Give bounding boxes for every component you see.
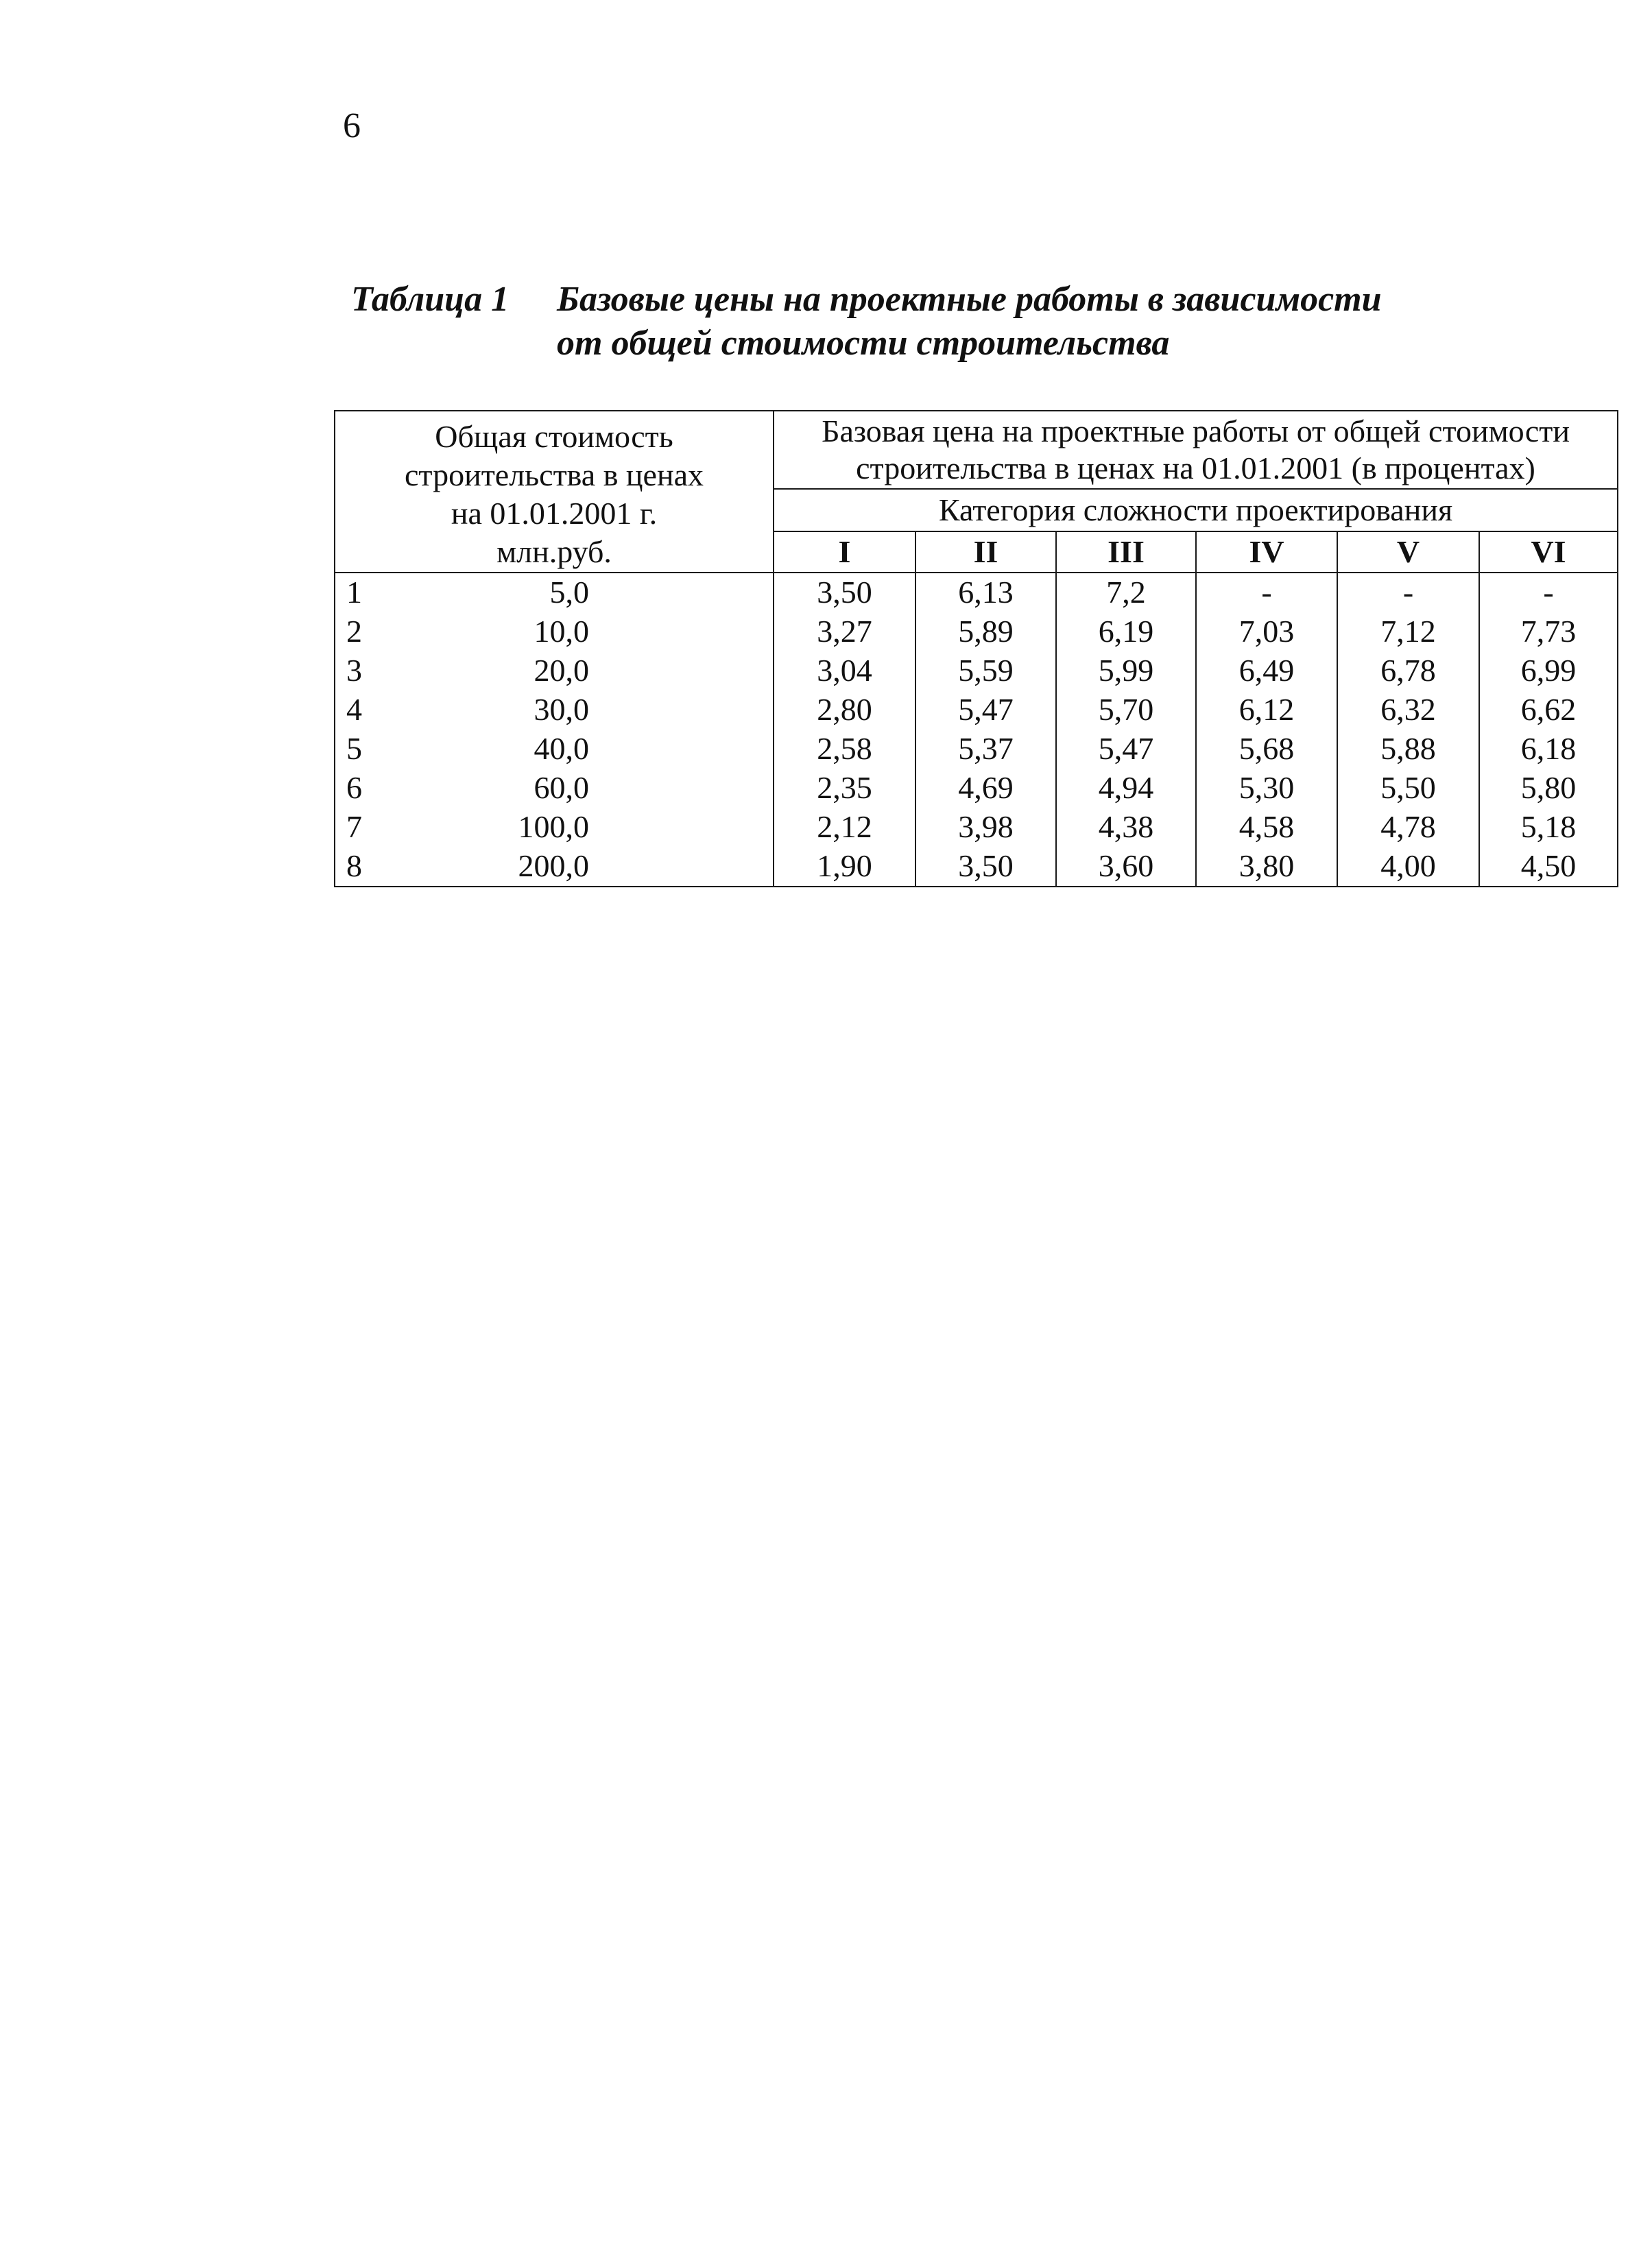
row-total-cost: 40,0 [384, 730, 774, 769]
price-cell: 3,27 [774, 612, 915, 651]
price-cell: 2,12 [774, 808, 915, 847]
row-number: 7 [335, 808, 384, 847]
price-cell: 2,35 [774, 769, 915, 808]
price-cell: 4,38 [1056, 808, 1196, 847]
row-total-cost: 5,0 [384, 573, 774, 612]
header-category-2: II [915, 531, 1056, 573]
price-cell: 2,80 [774, 690, 915, 730]
row-total-cost: 60,0 [384, 769, 774, 808]
price-cell: 6,32 [1337, 690, 1479, 730]
row-number: 2 [335, 612, 384, 651]
price-cell: 5,99 [1056, 651, 1196, 690]
price-cell: 4,69 [915, 769, 1056, 808]
price-cell: 6,18 [1479, 730, 1618, 769]
price-cell: 5,37 [915, 730, 1056, 769]
row-number: 4 [335, 690, 384, 730]
header-total-cost [335, 411, 774, 573]
price-cell: 3,04 [774, 651, 915, 690]
header-total-cost-line: Общая стоимость [435, 419, 673, 454]
price-cell: 5,68 [1196, 730, 1337, 769]
price-cell: 3,98 [915, 808, 1056, 847]
table-caption-title-line: от общей стоимости строительства [557, 324, 1170, 363]
price-cell: 5,47 [1056, 730, 1196, 769]
price-cell: 4,94 [1056, 769, 1196, 808]
header-category-1: I [774, 531, 915, 573]
table-row [335, 808, 1618, 847]
table-caption-label: Таблица 1 [351, 280, 510, 319]
header-total-cost-line: строительства в ценах [405, 457, 704, 492]
table-row [335, 690, 1618, 730]
header-total-cost-line: млн.руб. [496, 534, 612, 569]
table-row [335, 769, 1618, 808]
row-total-cost: 100,0 [384, 808, 774, 847]
price-cell: 2,58 [774, 730, 915, 769]
price-cell: 5,30 [1196, 769, 1337, 808]
price-cell: - [1337, 573, 1479, 612]
price-cell: 3,50 [915, 847, 1056, 887]
header-category-6: VI [1479, 531, 1618, 573]
price-cell: 3,80 [1196, 847, 1337, 887]
row-total-cost: 30,0 [384, 690, 774, 730]
price-cell: 4,78 [1337, 808, 1479, 847]
price-cell: 1,90 [774, 847, 915, 887]
page-number: 6 [343, 106, 361, 145]
base-price-table [334, 410, 1618, 887]
price-cell: 5,18 [1479, 808, 1618, 847]
price-cell: 6,78 [1337, 651, 1479, 690]
price-cell: 7,12 [1337, 612, 1479, 651]
price-cell: 6,99 [1479, 651, 1618, 690]
table-caption-title [557, 278, 1551, 365]
price-cell: 5,80 [1479, 769, 1618, 808]
price-cell: 5,59 [915, 651, 1056, 690]
price-cell: 6,12 [1196, 690, 1337, 730]
price-cell: 3,50 [774, 573, 915, 612]
price-cell: 5,50 [1337, 769, 1479, 808]
row-number: 5 [335, 730, 384, 769]
table-row [335, 573, 1618, 612]
table-row [335, 612, 1618, 651]
price-cell: 5,70 [1056, 690, 1196, 730]
table-row [335, 847, 1618, 887]
price-cell: 5,89 [915, 612, 1056, 651]
price-cell: 7,73 [1479, 612, 1618, 651]
price-cell: 5,88 [1337, 730, 1479, 769]
header-complexity-category: Категория сложности проектирования [774, 489, 1618, 531]
header-base-price-line: строительства в ценах на 01.01.2001 (в процентах) [856, 451, 1535, 485]
price-cell: 6,49 [1196, 651, 1337, 690]
price-cell: 6,62 [1479, 690, 1618, 730]
table-caption-title-line: Базовые цены на проектные работы в зависимости [557, 280, 1382, 319]
price-cell: 7,2 [1056, 573, 1196, 612]
row-number: 8 [335, 847, 384, 887]
header-category-5: V [1337, 531, 1479, 573]
table-caption [351, 278, 1551, 365]
row-number: 1 [335, 573, 384, 612]
header-base-price-line: Базовая цена на проектные работы от общей стоимости [822, 413, 1570, 448]
price-cell: 6,19 [1056, 612, 1196, 651]
header-total-cost-line: на 01.01.2001 г. [451, 496, 658, 531]
header-category-4: IV [1196, 531, 1337, 573]
header-category-3: III [1056, 531, 1196, 573]
header-base-price [774, 411, 1618, 489]
price-cell: 4,00 [1337, 847, 1479, 887]
row-total-cost: 10,0 [384, 612, 774, 651]
price-cell: - [1196, 573, 1337, 612]
row-total-cost: 200,0 [384, 847, 774, 887]
price-cell: 5,47 [915, 690, 1056, 730]
row-total-cost: 20,0 [384, 651, 774, 690]
price-cell: 3,60 [1056, 847, 1196, 887]
price-cell: 7,03 [1196, 612, 1337, 651]
table-row [335, 730, 1618, 769]
price-cell: 6,13 [915, 573, 1056, 612]
row-number: 3 [335, 651, 384, 690]
price-cell: 4,58 [1196, 808, 1337, 847]
row-number: 6 [335, 769, 384, 808]
price-cell: 4,50 [1479, 847, 1618, 887]
price-cell: - [1479, 573, 1618, 612]
table-row [335, 651, 1618, 690]
